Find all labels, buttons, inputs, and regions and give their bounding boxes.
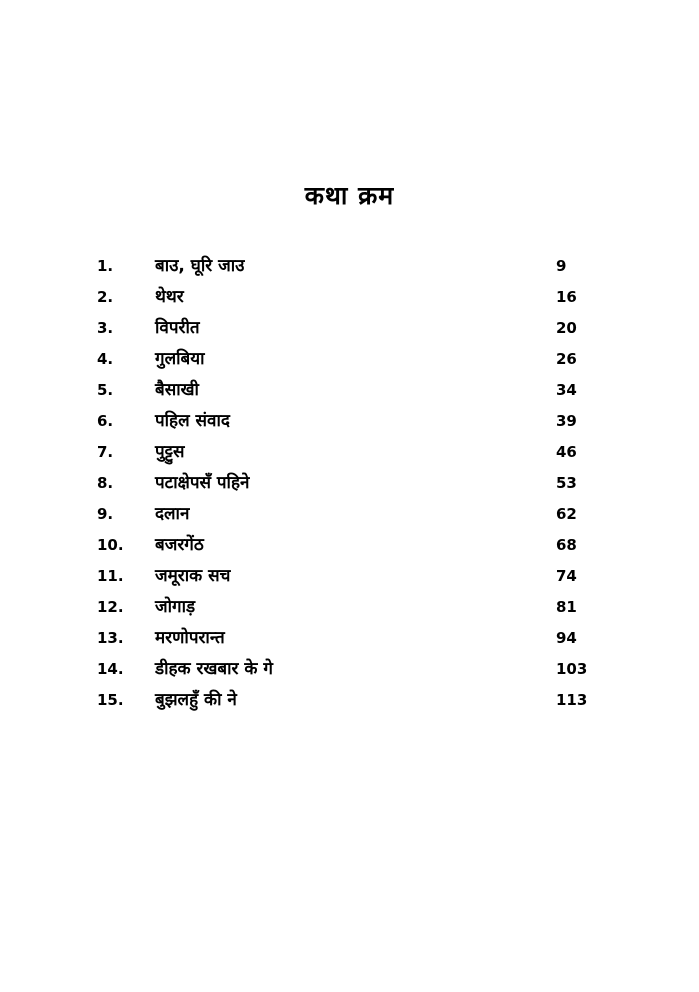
toc-entry-title: बैसाखी xyxy=(155,380,199,400)
toc-entry-page: 46 xyxy=(556,443,577,461)
toc-entry-title: मरणोपरान्त xyxy=(155,628,225,648)
toc-entry-number: 1. xyxy=(97,257,114,275)
toc-entry-page: 113 xyxy=(556,691,588,709)
toc-entry-title: बाउ, घूरि जाउ xyxy=(155,256,245,276)
toc-entry-title: पटाक्षेपसँ पहिने xyxy=(155,473,250,493)
toc-entry-number: 13. xyxy=(97,629,124,647)
toc-entry xyxy=(0,624,699,655)
toc-list xyxy=(0,252,699,717)
toc-entry xyxy=(0,593,699,624)
toc-entry xyxy=(0,345,699,376)
toc-entry-number: 4. xyxy=(97,350,114,368)
toc-entry-title: डीहक रखबार के गे xyxy=(155,659,273,679)
toc-entry xyxy=(0,500,699,531)
toc-entry-page: 62 xyxy=(556,505,577,523)
toc-entry xyxy=(0,686,699,717)
toc-entry-number: 9. xyxy=(97,505,114,523)
toc-entry-title: दलान xyxy=(155,504,190,524)
toc-entry-title: जमूराक सच xyxy=(155,566,231,586)
toc-entry-number: 12. xyxy=(97,598,124,616)
toc-entry-number: 5. xyxy=(97,381,114,399)
toc-entry-page: 94 xyxy=(556,629,577,647)
toc-entry-number: 6. xyxy=(97,412,114,430)
toc-entry-number: 15. xyxy=(97,691,124,709)
toc-entry-title: गुलबिया xyxy=(155,349,205,369)
toc-entry-title: जोगाड़ xyxy=(155,597,196,617)
toc-entry xyxy=(0,655,699,686)
toc-entry-number: 3. xyxy=(97,319,114,337)
toc-entry-page: 53 xyxy=(556,474,577,492)
toc-entry-title: थेथर xyxy=(155,287,184,307)
toc-entry xyxy=(0,252,699,283)
toc-entry-page: 26 xyxy=(556,350,577,368)
toc-entry xyxy=(0,438,699,469)
toc-entry-number: 7. xyxy=(97,443,114,461)
toc-entry-page: 81 xyxy=(556,598,577,616)
toc-entry xyxy=(0,283,699,314)
toc-entry xyxy=(0,376,699,407)
toc-entry-page: 16 xyxy=(556,288,577,306)
toc-entry-page: 103 xyxy=(556,660,588,678)
toc-entry xyxy=(0,469,699,500)
toc-entry-page: 34 xyxy=(556,381,577,399)
toc-entry-title: बजरगेंठ xyxy=(155,535,204,555)
toc-entry xyxy=(0,531,699,562)
toc-entry-number: 11. xyxy=(97,567,124,585)
toc-entry-page: 20 xyxy=(556,319,577,337)
toc-entry-page: 68 xyxy=(556,536,577,554)
toc-entry-number: 8. xyxy=(97,474,114,492)
toc-entry-title: पुट्टुस xyxy=(155,442,185,462)
toc-entry-title: विपरीत xyxy=(155,318,200,338)
toc-entry xyxy=(0,562,699,593)
toc-entry-number: 10. xyxy=(97,536,124,554)
toc-entry-page: 39 xyxy=(556,412,577,430)
toc-entry xyxy=(0,407,699,438)
toc-entry-title: पहिल संवाद xyxy=(155,411,230,431)
toc-title: कथा क्रम xyxy=(304,181,395,210)
toc-entry-number: 2. xyxy=(97,288,114,306)
toc-entry-page: 74 xyxy=(556,567,577,585)
toc-entry-title: बुझलहुँ की ने xyxy=(155,690,237,710)
toc-entry xyxy=(0,314,699,345)
toc-entry-number: 14. xyxy=(97,660,124,678)
toc-entry-page: 9 xyxy=(556,257,567,275)
